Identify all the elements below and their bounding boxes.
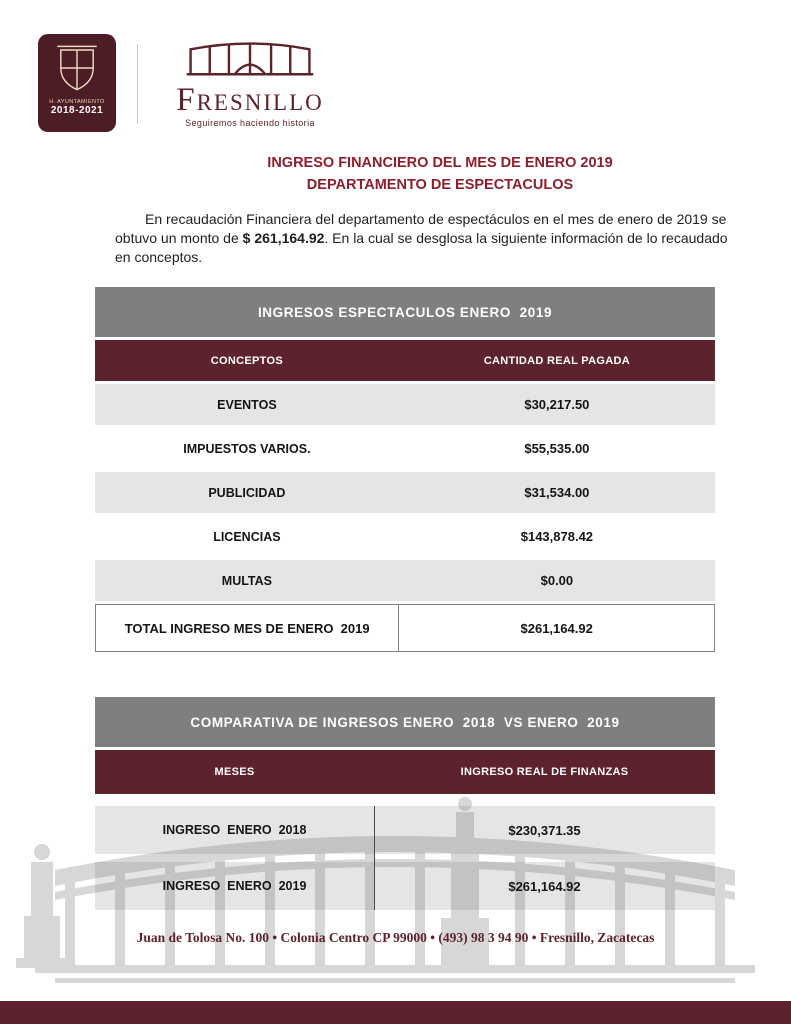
table-row — [95, 384, 715, 425]
row-amount: $261,164.92 — [508, 878, 581, 894]
footer-bar — [0, 1001, 791, 1024]
row-amount: $230,371.35 — [508, 822, 581, 838]
table-row — [95, 862, 715, 910]
total-label: TOTAL INGRESO MES DE ENERO 2019 — [96, 605, 399, 651]
comparison-header-month: MESES — [214, 766, 255, 778]
comparison-table-title: COMPARATIVA DE INGRESOS ENERO 2018 VS ENERO 2019 — [95, 697, 715, 747]
page-title — [90, 152, 790, 196]
row-concept: MULTAS — [221, 573, 273, 588]
intro-paragraph — [115, 210, 743, 267]
page-title-line1: INGRESO FINANCIERO DEL MES DE ENERO 2019 — [267, 155, 613, 171]
comparison-table-header — [95, 750, 715, 794]
seal-term: 2018-2021 — [50, 105, 104, 116]
income-header-concept: CONCEPTOS — [210, 354, 283, 367]
row-amount: $55,535.00 — [524, 441, 590, 456]
logo-tagline: Seguiremos haciendo historia — [185, 118, 315, 128]
row-concept: EVENTOS — [217, 397, 277, 412]
bridge-icon — [170, 34, 330, 80]
logo-wordmark: Fresnillo — [176, 82, 324, 118]
income-table-body — [95, 384, 715, 652]
total-row — [95, 604, 715, 652]
table-row — [95, 560, 715, 601]
row-amount: $31,534.00 — [524, 485, 590, 500]
table-row — [95, 806, 715, 854]
table-row — [95, 472, 715, 513]
intro-amount: $ 261,164.92 — [242, 230, 325, 246]
row-concept: IMPUESTOS VARIOS. — [183, 441, 311, 456]
footer-address: Juan de Tolosa No. 100 • Colonia Centro CP 99000 • (493) 98 3 94 90 • Fresnillo, Zacatecas — [136, 930, 655, 945]
row-amount: $143,878.42 — [520, 529, 594, 544]
intro-text-after: . En la cual se desglosa la siguiente información de lo recaudado en conceptos. — [115, 230, 728, 265]
seal-crest-icon — [50, 39, 104, 97]
income-header-amount: CANTIDAD REAL PAGADA — [483, 354, 630, 367]
row-concept: INGRESO ENERO 2019 — [162, 879, 307, 893]
income-table — [95, 287, 715, 652]
page-header — [0, 0, 791, 145]
intro-text-before: En recaudación Financiera del departamento de espectáculos en el mes de enero de 2019 se obtuvo un monto de — [115, 211, 727, 246]
row-amount: $30,217.50 — [524, 397, 590, 412]
header-divider — [137, 44, 138, 124]
comparison-table — [95, 697, 715, 910]
income-table-header — [95, 340, 715, 381]
seal-label: H. AYUNTAMIENTO — [49, 99, 105, 105]
row-concept: PUBLICIDAD — [208, 485, 286, 500]
comparison-table-body — [95, 806, 715, 910]
table-row — [95, 516, 715, 557]
municipal-seal — [38, 34, 116, 132]
income-table-title: INGRESOS ESPECTACULOS ENERO 2019 — [95, 287, 715, 337]
page-title-line2: DEPARTAMENTO DE ESPECTACULOS — [306, 177, 574, 193]
fresnillo-logo — [150, 34, 350, 128]
row-concept: LICENCIAS — [213, 529, 281, 544]
comparison-header-income: INGRESO REAL DE FINANZAS — [460, 766, 629, 778]
row-amount: $0.00 — [540, 573, 574, 588]
table-row — [95, 428, 715, 469]
total-amount: $261,164.92 — [520, 620, 593, 636]
column-divider — [374, 806, 375, 910]
row-concept: INGRESO ENERO 2018 — [162, 823, 307, 837]
